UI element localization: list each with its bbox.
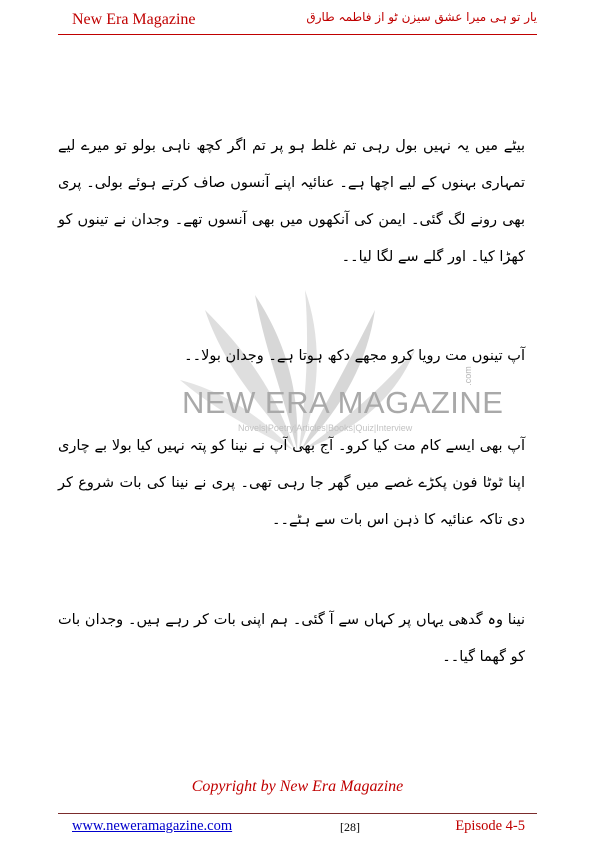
- copyright-notice: Copyright by New Era Magazine: [191, 778, 404, 795]
- watermark-tagline: Novels|Poetry|Articles|Books|Quiz|Interview: [238, 423, 413, 433]
- episode-label: Episode 4-5: [455, 818, 525, 834]
- paragraph-4: نینا وہ گدھی یہاں پر کہاں سے آ گئی۔ ہم اپنی بات کر رہے ہیں۔ وجدان بات کو گھما گیا۔۔: [58, 612, 525, 665]
- magazine-name: New Era Magazine: [72, 11, 196, 28]
- website-link[interactable]: www.neweramagazine.com: [72, 818, 233, 834]
- paragraph-2: آپ تینوں مت رویا کرو مجھے دکھ ہوتا ہے۔ وجدان بولا۔۔: [184, 348, 525, 364]
- watermark-domain: .com: [462, 366, 473, 386]
- story-title: یار تو ہی میرا عشق سیزن ٹو از فاطمہ طارق: [306, 10, 537, 24]
- paragraph-3: آپ بھی ایسے کام مت کیا کرو۔ آج بھی آپ نے نینا کو پتہ نہیں کیا بولا بے چاری اپنا ٹوٹا فون پکڑے غصے میں گھر جا رہی تھی۔ پری نے نینا کی بات شروع کر دی تاکہ عنائیہ کا ذہن اس بات سے ہٹے۔۔: [58, 438, 525, 528]
- page-header: [58, 8, 537, 35]
- page-footer: [58, 813, 537, 836]
- paragraph-1: بیٹے میں یہ نہیں بول رہی تم غلط ہو پر تم اگر کچھ ناہی بولو تو میرے لیے تمہاری بہنوں کے لیے اچھا ہے۔ عنائیہ اپنے آنسوں صاف کرتے ہوئے بولی۔ پری بھی رونے لگ گئی۔ ایمن کی آنکھوں میں بھی آنسوں تھے۔ وجدان نے تینوں کو کھڑا کیا۔ اور گلے سے لگا لیا۔۔: [58, 138, 525, 265]
- watermark-name: NEW ERA MAGAZINE: [182, 385, 504, 420]
- page-number: [28]: [340, 820, 360, 834]
